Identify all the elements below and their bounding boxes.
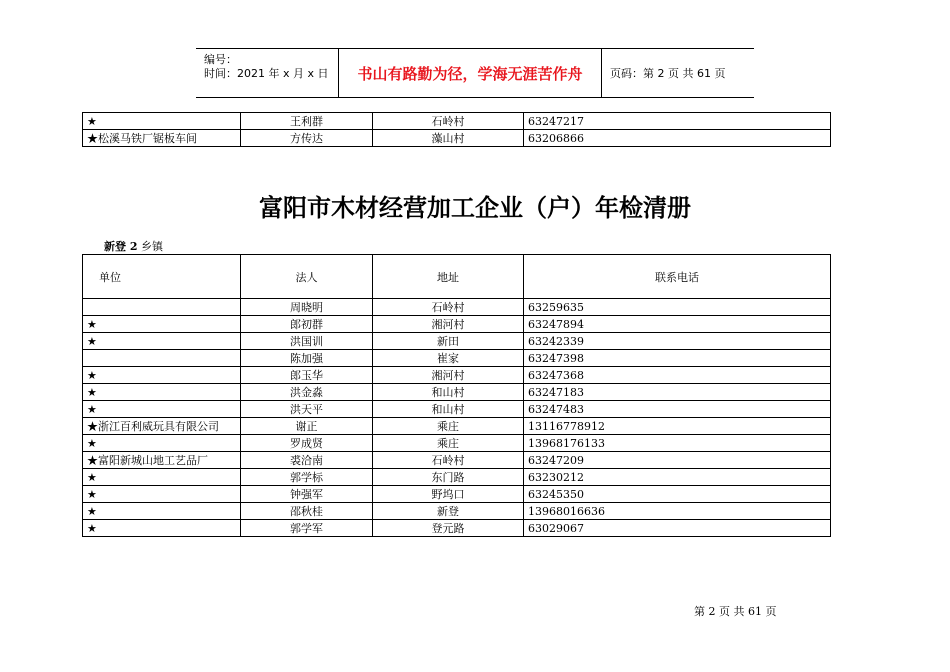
cell-phone: 63230212 — [524, 469, 831, 486]
cell-unit: ★ — [83, 486, 241, 503]
cell-address: 石岭村 — [373, 113, 524, 130]
cell-unit: ★松溪马铁厂锯板车间 — [83, 130, 241, 147]
cell-address: 湘河村 — [373, 367, 524, 384]
table-row — [83, 113, 831, 130]
cell-phone: 63247894 — [524, 316, 831, 333]
document-title: 富阳市木材经营加工企业（户）年检清册 — [259, 194, 691, 222]
cell-address: 石岭村 — [373, 299, 524, 316]
table-row — [83, 486, 831, 503]
table-row — [83, 367, 831, 384]
cell-phone: 63259635 — [524, 299, 831, 316]
cell-person: 郭学军 — [241, 520, 373, 537]
header-phone: 联系电话 — [524, 255, 831, 299]
cell-person: 周晓明 — [241, 299, 373, 316]
cell-person: 邵秋桂 — [241, 503, 373, 520]
cell-unit: ★ — [83, 401, 241, 418]
cell-unit: ★ — [83, 435, 241, 452]
cell-phone: 13116778912 — [524, 418, 831, 435]
table-row — [83, 130, 831, 147]
cell-address: 乘庄 — [373, 435, 524, 452]
cell-address: 湘河村 — [373, 316, 524, 333]
cell-unit: ★ — [83, 384, 241, 401]
header-person: 法人 — [241, 255, 373, 299]
cell-phone: 63245350 — [524, 486, 831, 503]
cell-unit: ★ — [83, 503, 241, 520]
cell-address: 乘庄 — [373, 418, 524, 435]
cell-phone: 63247209 — [524, 452, 831, 469]
cell-unit: ★浙江百利威玩具有限公司 — [83, 418, 241, 435]
cell-person: 裘洽南 — [241, 452, 373, 469]
cell-address: 崔家 — [373, 350, 524, 367]
cell-person: 陈加强 — [241, 350, 373, 367]
cell-address: 藻山村 — [373, 130, 524, 147]
cell-address: 新田 — [373, 333, 524, 350]
cell-unit: ★ — [83, 333, 241, 350]
table-row — [83, 299, 831, 316]
cell-address: 新登 — [373, 503, 524, 520]
cell-address: 和山村 — [373, 401, 524, 418]
table-row — [83, 520, 831, 537]
cell-unit: ★ — [83, 520, 241, 537]
township-label — [104, 238, 163, 254]
page-footer: 第 2 页 共 61 页 — [694, 605, 777, 618]
cell-address: 石岭村 — [373, 452, 524, 469]
cell-person: 郎玉华 — [241, 367, 373, 384]
table-row — [83, 469, 831, 486]
cell-phone: 63206866 — [524, 130, 831, 147]
table-row — [83, 350, 831, 367]
table-row — [83, 316, 831, 333]
cell-person: 方传达 — [241, 130, 373, 147]
cell-unit — [83, 350, 241, 367]
cell-unit: ★ — [83, 469, 241, 486]
cell-phone: 13968016636 — [524, 503, 831, 520]
cell-person: 王利群 — [241, 113, 373, 130]
table-row — [83, 452, 831, 469]
cell-phone: 63247217 — [524, 113, 831, 130]
cell-person: 郎初群 — [241, 316, 373, 333]
cell-address: 东门路 — [373, 469, 524, 486]
header-info-cell — [196, 49, 339, 97]
cell-person: 郭学标 — [241, 469, 373, 486]
cell-unit — [83, 299, 241, 316]
cell-person: 洪国训 — [241, 333, 373, 350]
number-label: 编号： — [204, 53, 237, 66]
header-page-cell — [602, 49, 754, 97]
table-row — [83, 503, 831, 520]
cell-person: 洪天平 — [241, 401, 373, 418]
page-header — [196, 48, 754, 98]
cell-phone: 63029067 — [524, 520, 831, 537]
cell-phone: 63247398 — [524, 350, 831, 367]
time-label: 时间：2021 年 x 月 x 日 — [204, 67, 329, 80]
table-row — [83, 435, 831, 452]
township-name: 新登 2 — [104, 240, 138, 253]
header-motto-cell — [339, 49, 602, 97]
cell-unit: ★ — [83, 316, 241, 333]
page-info: 页码：第 2 页 共 61 页 — [610, 67, 726, 80]
cell-phone: 63247183 — [524, 384, 831, 401]
header-address: 地址 — [373, 255, 524, 299]
table-row — [83, 401, 831, 418]
table-row — [83, 333, 831, 350]
cell-person: 钟强军 — [241, 486, 373, 503]
registry-table — [82, 254, 831, 537]
table-row — [83, 418, 831, 435]
cell-unit: ★ — [83, 367, 241, 384]
cell-address: 和山村 — [373, 384, 524, 401]
table-row — [83, 384, 831, 401]
cell-phone: 63247483 — [524, 401, 831, 418]
header-unit: 单位 — [83, 255, 241, 299]
cell-phone: 63247368 — [524, 367, 831, 384]
motto-text: 书山有路勤为径，学海无涯苦作舟 — [357, 64, 583, 83]
cell-unit: ★ — [83, 113, 241, 130]
cell-unit: ★富阳新城山地工艺品厂 — [83, 452, 241, 469]
township-suffix: 乡镇 — [137, 240, 163, 253]
table-header-row — [83, 255, 831, 299]
cell-person: 洪金淼 — [241, 384, 373, 401]
cell-phone: 13968176133 — [524, 435, 831, 452]
cell-person: 谢正 — [241, 418, 373, 435]
cell-person: 罗成贤 — [241, 435, 373, 452]
previous-page-table — [82, 112, 831, 147]
cell-address: 登元路 — [373, 520, 524, 537]
cell-phone: 63242339 — [524, 333, 831, 350]
cell-address: 野坞口 — [373, 486, 524, 503]
